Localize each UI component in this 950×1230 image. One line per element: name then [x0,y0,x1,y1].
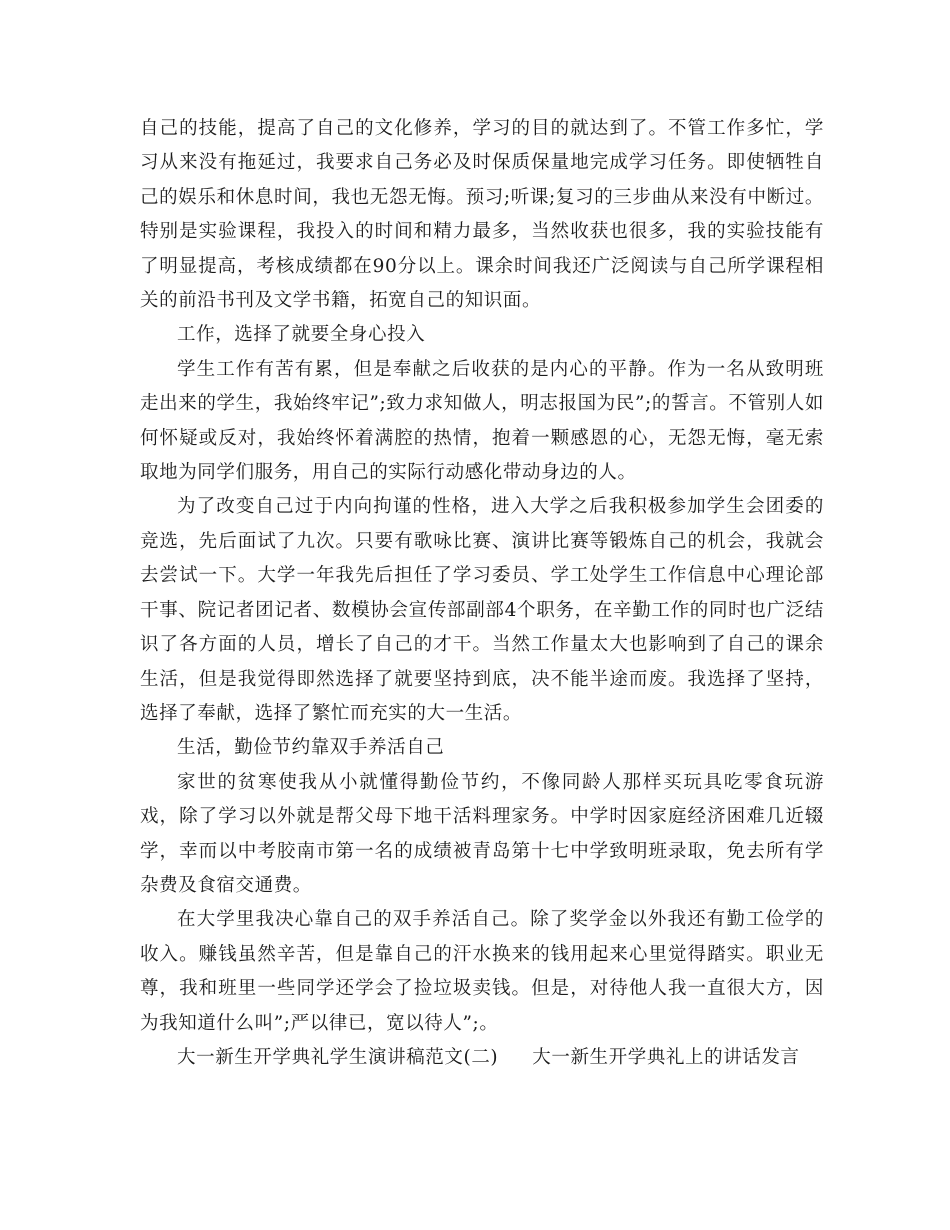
document-body [140,112,824,1075]
paragraph-student-work: 学生工作有苦有累，但是奉献之后收获的是内心的平静。作为一名从致明班走出来的学生，我始终牢记”;致力求知做人，明志报国为民”;的誓言。不管别人如何怀疑或反对，我始终怀着满腔的热情，抱着一颗感恩的心，无怨无悔，毫无索取地为同学们服务，用自己的实际行动感化带动身边的人。 [140,358,824,484]
section-heading-work: 工作，选择了就要全身心投入 [177,324,426,346]
paragraph-family: 家世的贫寒使我从小就懂得勤俭节约，不像同龄人那样买玩具吃零食玩游戏，除了学习以外就是帮父母下地干活料理家务。中学时因家庭经济困难几近辍学，幸而以中考胶南市第一名的成绩被青岛第十七中学致明班录取，免去所有学杂费及食宿交通费。 [140,771,824,896]
paragraph-self-support: 在大学里我决心靠自己的双手养活自己。除了奖学金以外我还有勤工俭学的收入。赚钱虽然辛苦，但是靠自己的汗水换来的钱用起来心里觉得踏实。职业无尊，我和班里一些同学还学会了捡垃圾卖钱。但是，对待他人我一直很大方，因为我知道什么叫”;严以律已，宽以待人”;。 [140,909,824,1034]
section-heading-life: 生活，勤俭节约靠双手养活自己 [177,737,445,759]
paragraph-study-continued: 自己的技能，提高了自己的文化修养，学习的目的就达到了。不管工作多忙，学习从来没有拖延过，我要求自己务必及时保质保量地完成学习任务。即使牺牲自己的娱乐和休息时间，我也无怨无悔。预习;听课;复习的三步曲从来没有中断过。特别是实验课程，我投入的时间和精力最多，当然收获也很多，我的实验技能有了明显提高，考核成绩都在90分以上。课余时间我还广泛阅读与自己所学课程相关的前沿书刊及文学书籍，拓宽自己的知识面。 [140,118,824,312]
related-article-left[interactable]: 大一新生开学典礼学生演讲稿范文(二) [177,1046,499,1068]
related-articles-line [140,1041,824,1075]
related-article-right[interactable]: 大一新生开学典礼上的讲话发言 [532,1046,800,1068]
paragraph-personality: 为了改变自己过于内向拘谨的性格，进入大学之后我积极参加学生会团委的竞选，先后面试了九次。只要有歌咏比赛、演讲比赛等锻炼自己的机会，我就会去尝试一下。大学一年我先后担任了学习委员、学工处学生工作信息中心理论部干事、院记者团记者、数模协会宣传部副部4个职务，在辛勤工作的同时也广泛结识了各方面的人员，增长了自己的才干。当然工作量太大也影响到了自己的课余生活，但是我觉得即然选择了就要坚持到底，决不能半途而废。我选择了坚持，选择了奉献，选择了繁忙而充实的大一生活。 [140,496,824,724]
